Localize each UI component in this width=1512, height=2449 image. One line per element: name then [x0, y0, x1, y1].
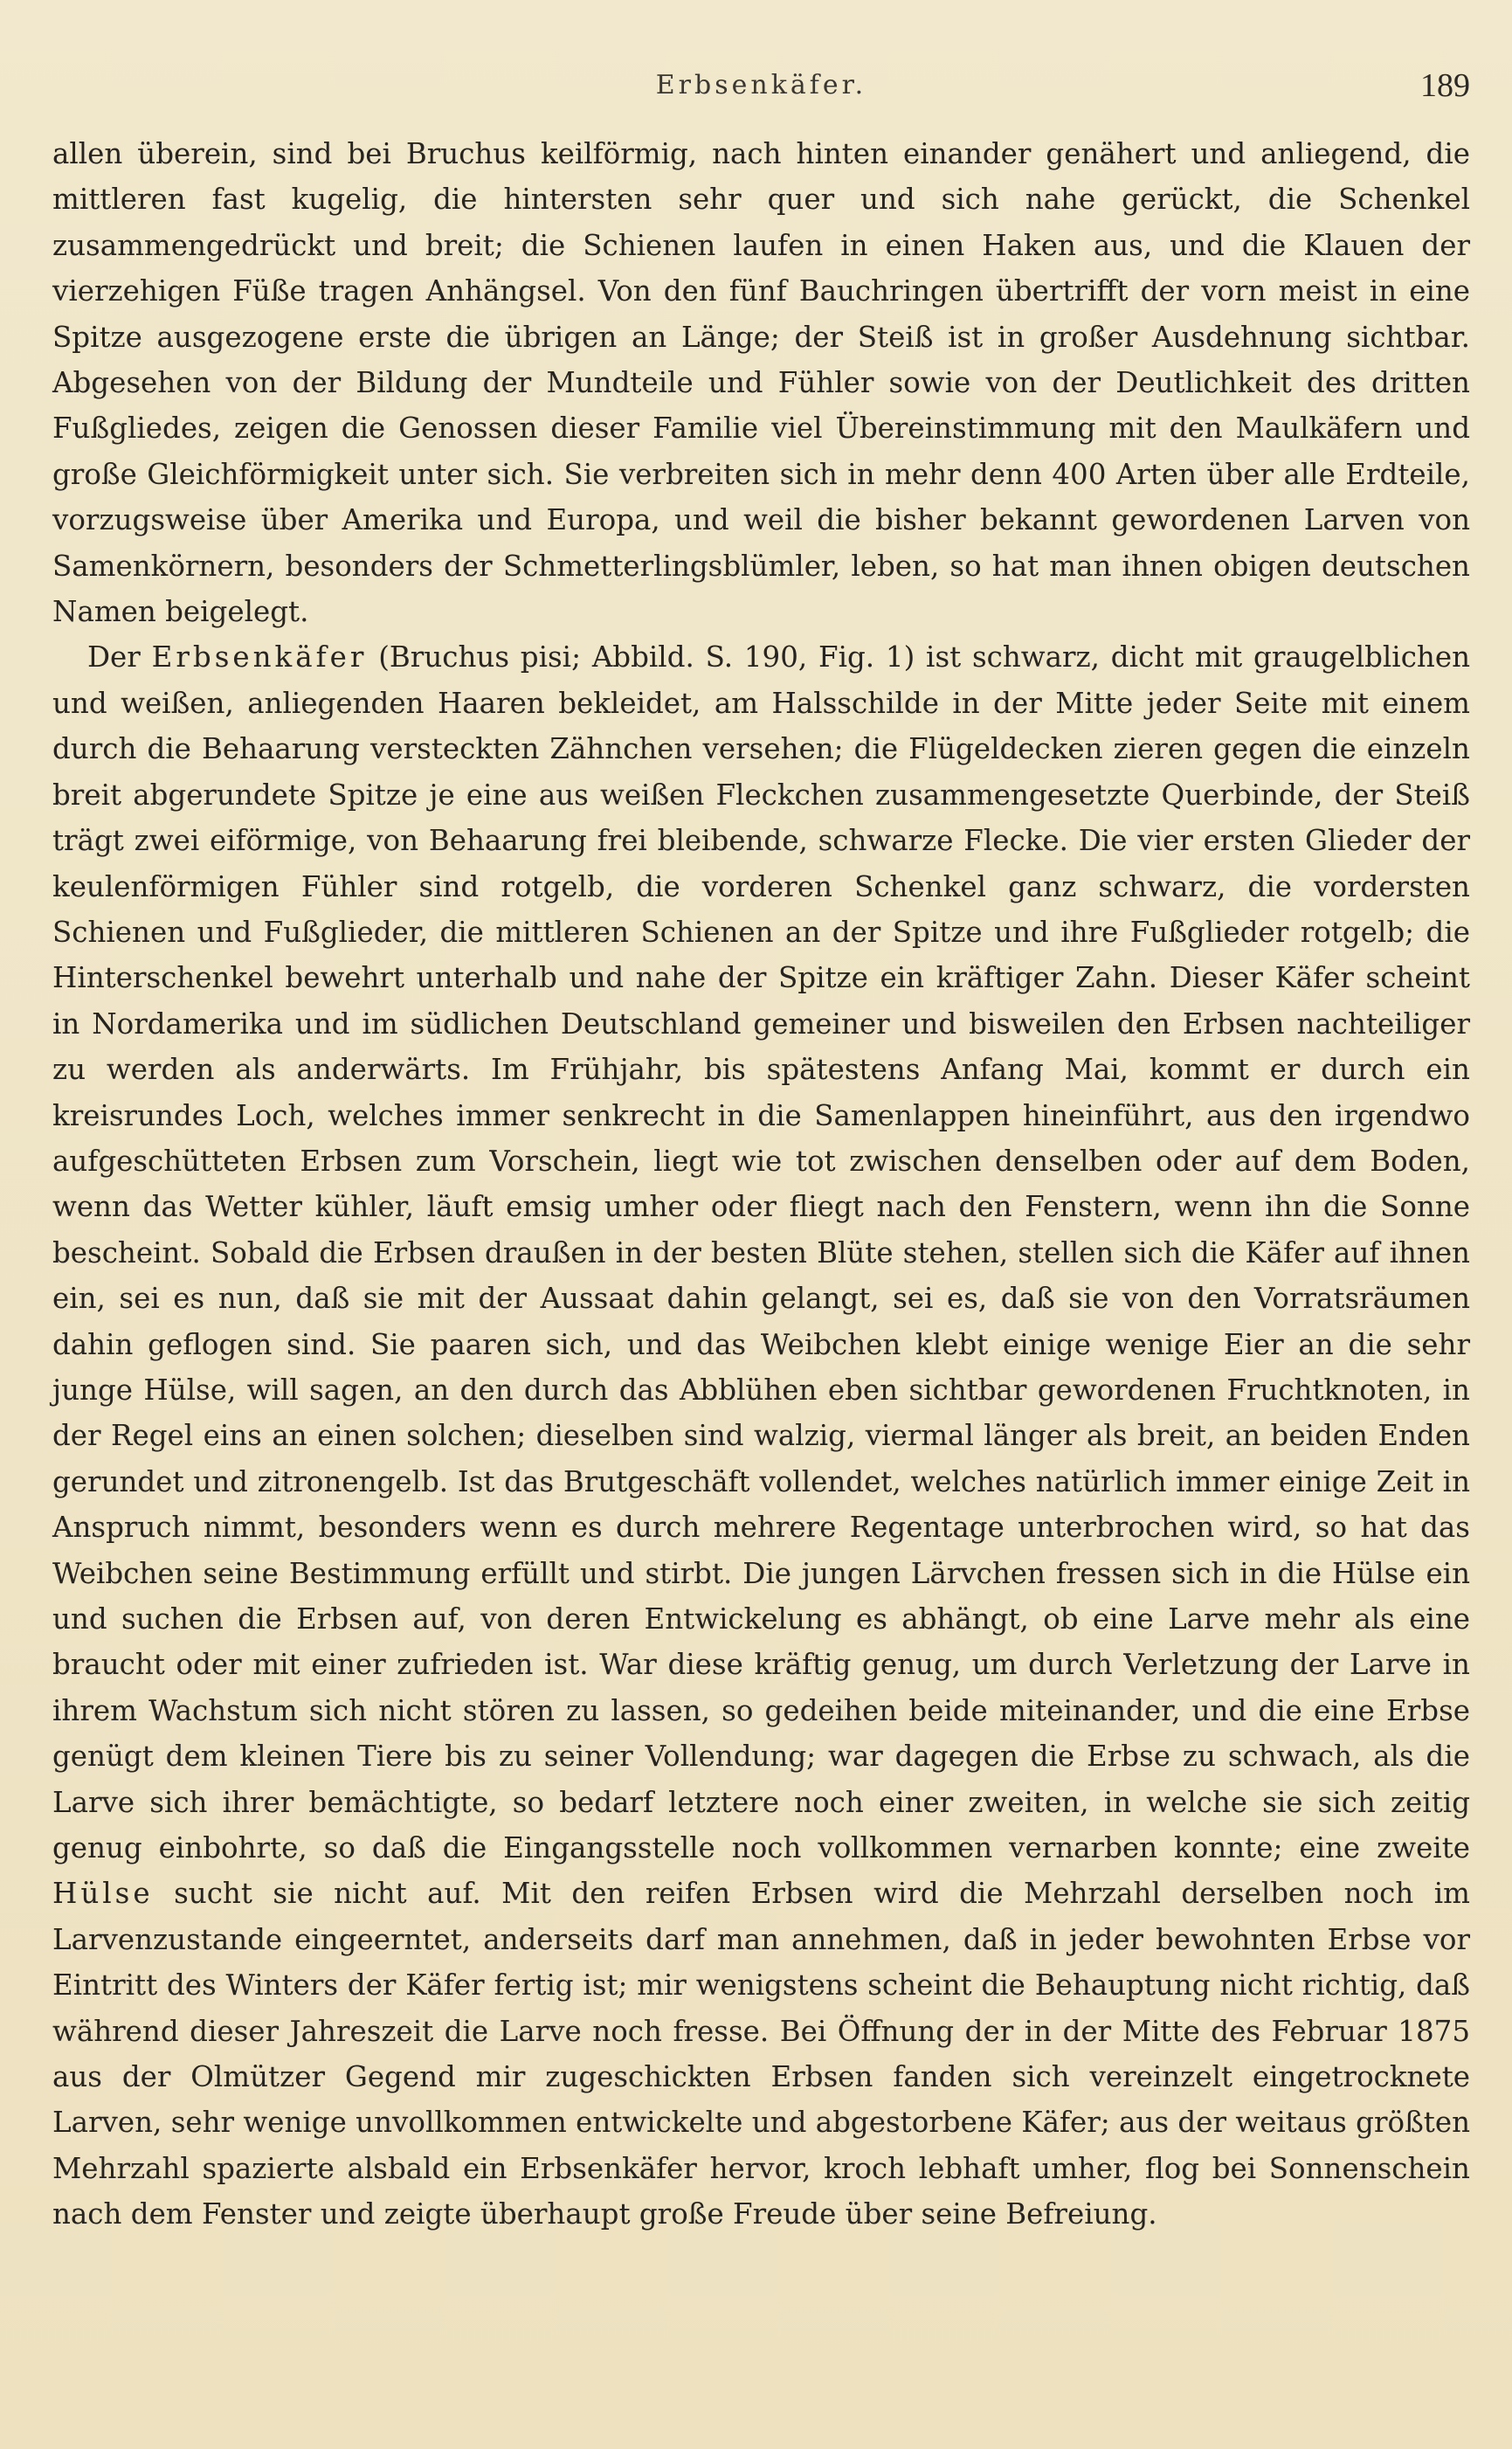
body-text — [52, 131, 1470, 2238]
paragraph-text: (Bruchus pisi; Abbild. S. 190, Fig. 1) ist schwarz, dicht mit graugelblichen und weißen, anliegenden Haaren bekleidet, am Halsschilde in der Mitte jeder Seite mit einem durch die Behaarung versteckten Zähnchen versehen; die Flügeldecken zieren gegen die einzeln breit abgerundete Spitze je eine aus weißen Fleckchen zusammengesetzte Querbinde, der Steiß trägt zwei eiförmige, von Behaarung frei bleibende, schwarze Flecke. Die vier ersten Glieder der keulenförmigen Fühler sind rotgelb, die vorderen Schenkel ganz schwarz, die vordersten Schienen und Fußglieder, die mittleren Schienen an der Spitze und ihre Fußglieder rotgelb; die Hinterschenkel bewehrt unterhalb und nahe der Spitze ein kräftiger Zahn. Dieser Käfer scheint in Nordamerika und im südlichen Deutschland gemeiner und bisweilen den Erbsen nachteiliger zu werden als anderwärts. Im Frühjahr, bis spätestens Anfang Mai, kommt er durch ein kreisrundes Loch, welches immer senkrecht in die Samenlappen hineinführt, aus den irgendwo aufgeschütteten Erbsen zum Vorschein, liegt wie tot zwischen denselben oder auf dem Boden, wenn das Wetter kühler, läuft emsig umher oder fliegt nach den Fenstern, wenn ihn die Sonne bescheint. Sobald die Erbsen draußen in der besten Blüte stehen, stellen sich die Käfer auf ihnen ein, sei es nun, daß sie mit der Aussaat dahin gelangt, sei es, daß sie von den Vorratsräumen dahin geflogen sind. Sie paaren sich, und das Weibchen klebt einige wenige Eier an die sehr junge Hülse, will sagen, an den durch das Abblühen eben sichtbar gewordenen Fruchtknoten, in der Regel eins an einen solchen; dieselben sind walzig, viermal länger als breit, an beiden Enden gerundet und zitronengelb. Ist das Brutgeschäft vollendet, welches natürlich immer einige Zeit in Anspruch nimmt, besonders wenn es durch mehrere Regentage unterbrochen wird, so hat das Weibchen seine Bestimmung erfüllt und stirbt. Die jungen Lärvchen fressen sich in die Hülse ein und suchen die Erbsen auf, von deren Entwickelung es abhängt, ob eine Larve mehr als eine braucht oder mit einer zufrieden ist. War diese kräftig genug, um durch Verletzung der Larve in ihrem Wachstum sich nicht stören zu lassen, so gedeihen beide miteinander, und die eine Erbse genügt dem kleinen Tiere bis zu seiner Vollendung; war dagegen die Erbse zu schwach, als die Larve sich ihrer bemächtigte, so bedarf letztere noch einer zweiten, in welche sie sich zeitig genug einbohrte, so daß die Eingangsstelle noch vollkommen vernarben konnte; eine zweite — [52, 640, 1471, 1865]
paragraph-erbsenkaefer — [52, 634, 1470, 2237]
page-header — [52, 67, 1470, 122]
paragraph-continued — [52, 131, 1470, 634]
paragraph-text: sucht sie nicht auf. Mit den reifen Erbsen wird die Mehrzahl derselben noch im Larvenzustande eingeerntet, anderseits darf man annehmen, daß in jeder bewohnten Erbse vor Eintritt des Winters der Käfer fertig ist; mir wenigstens scheint die Behauptung nicht richtig, daß während dieser Jahreszeit die Larve noch fresse. Bei Öffnung der in der Mitte des Februar 1875 aus der Olmützer Gegend mir zugeschickten Erbsen fanden sich vereinzelt eingetrocknete Larven, sehr wenige unvollkommen entwickelte und abgestorbene Käfer; aus der weitaus größten Mehrzahl spazierte alsbald ein Erbsenkäfer hervor, kroch lebhaft umher, flog bei Sonnenschein nach dem Fenster und zeigte überhaupt große Freude über seine Befreiung. — [52, 1877, 1470, 2231]
spaced-term: Erbsenkäfer — [151, 640, 368, 675]
spaced-term: Hülse — [52, 1877, 154, 1911]
page-number: 189 — [1420, 67, 1470, 104]
paragraph-lead: Der — [87, 640, 141, 675]
paragraph-text: allen überein, sind bei Bruchus keilförmig, nach hinten einander genähert und anliegend, die mittleren fast kugelig, die hintersten sehr quer und sich nahe gerückt, die Schenkel zusammengedrückt und breit; die Schienen laufen in einen Haken aus, und die Klauen der vierzehigen Füße tragen Anhängsel. Von den fünf Bauchringen übertrifft der vorn meist in eine Spitze ausgezogene erste die übrigen an Länge; der Steiß ist in großer Ausdehnung sichtbar. Abgesehen von der Bildung der Mundteile und Fühler sowie von der Deutlichkeit des dritten Fußgliedes, zeigen die Genossen dieser Familie viel Übereinstimmung mit den Maulkäfern und große Gleichförmigkeit unter sich. Sie verbreiten sich in mehr denn 400 Arten über alle Erdteile, vorzugsweise über Amerika und Europa, und weil die bisher bekannt gewordenen Larven von Samenkörnern, besonders der Schmetterlingsblümler, leben, so hat man ihnen obigen deutschen Namen beigelegt. — [52, 137, 1470, 629]
running-title: Erbsenkäfer. — [655, 70, 867, 100]
